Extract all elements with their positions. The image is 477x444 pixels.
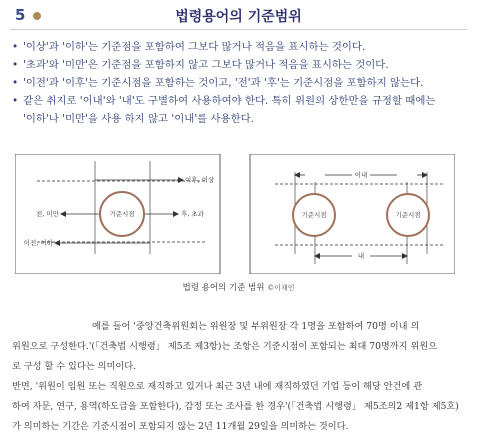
figure-caption — [0, 281, 477, 293]
left-circle-label: 기준시점 — [109, 210, 135, 218]
upper-label: 이후, 이상 — [185, 176, 215, 184]
paragraph-line: 하여 자문, 연구, 용역(하도급을 포함한다), 감정 또는 조사를 한 경우'(「건축법 시행령」 제5조의2 제1항 제5호) — [12, 401, 459, 412]
body-text — [12, 317, 470, 437]
paragraph-line: 로 구성 할 수 있다는 의미이다. — [12, 361, 137, 372]
right-label: 후, 초과 — [181, 210, 204, 218]
range-diagram — [15, 154, 455, 274]
bullet-text: '이전'과 '이후'는 기준시점을 포함하는 것이고, '전'과 '후'는 기준시점을 포함하지 않는다. — [23, 77, 424, 89]
section-title: 법령용어의 기준범위 — [175, 9, 302, 25]
caption-credit: ©이재인 — [267, 284, 295, 292]
bullet-item — [12, 56, 467, 74]
bullet-item — [12, 74, 467, 92]
bullet-list — [12, 38, 467, 128]
bullet-item — [12, 92, 467, 128]
circle1-label: 기준시점 — [301, 211, 327, 219]
section-number: 5 — [15, 6, 26, 24]
left-label: 전, 미만 — [36, 210, 59, 218]
header-divider — [10, 29, 467, 30]
bullet-text-continued: '이하'나 '미만'을 사용 하지 않고 '이내'를 사용한다. — [23, 113, 254, 125]
section-header — [15, 6, 465, 26]
bullet-item — [12, 38, 467, 56]
circle2-label: 기준시점 — [395, 211, 421, 219]
paragraph-line: 위원으로 구성한다.'(「건축법 시행령」 제5조 제3항)는 조항은 기준시점이 포함되는 최대 70명까지 위원으 — [12, 341, 438, 352]
bullet-text: '초과'와 '미만'은 기준점을 포함하지 않고 그보다 많거나 적음을 표시하는 것이다. — [23, 59, 389, 71]
lower-label: 이전, 이하 — [23, 239, 53, 247]
bullet-text: '이상'과 '이하'는 기준점을 포함하여 그보다 많거나 적음을 표시하는 것이다. — [23, 41, 366, 53]
paragraph-line: 반면, '위원이 임원 또는 직원으로 재직하고 있거나 최근 3년 내에 재직하였던 기업 등이 해당 안건에 관 — [12, 381, 423, 392]
caption-text: 법령 용어의 기준 범위 — [182, 283, 265, 293]
bullet-text: • 같은 취지로 '이내'와 '내'도 구별하여 사용하여야 한다. 특히 위원의 상한만을 규정할 때에는 — [23, 95, 436, 107]
bottom-label: 내 — [357, 252, 365, 260]
paragraph-line: 가 의미하는 기간은 기준시점이 포함되지 않는 2년 11개월 29일을 의미하는 것이다. — [12, 421, 349, 432]
paragraph-line: 예를 들어 '중앙건축위원회는 위원장 및 부위원장 각 1명을 포함하여 70명 이내 의 — [92, 321, 420, 332]
top-label: 이내 — [354, 171, 368, 179]
